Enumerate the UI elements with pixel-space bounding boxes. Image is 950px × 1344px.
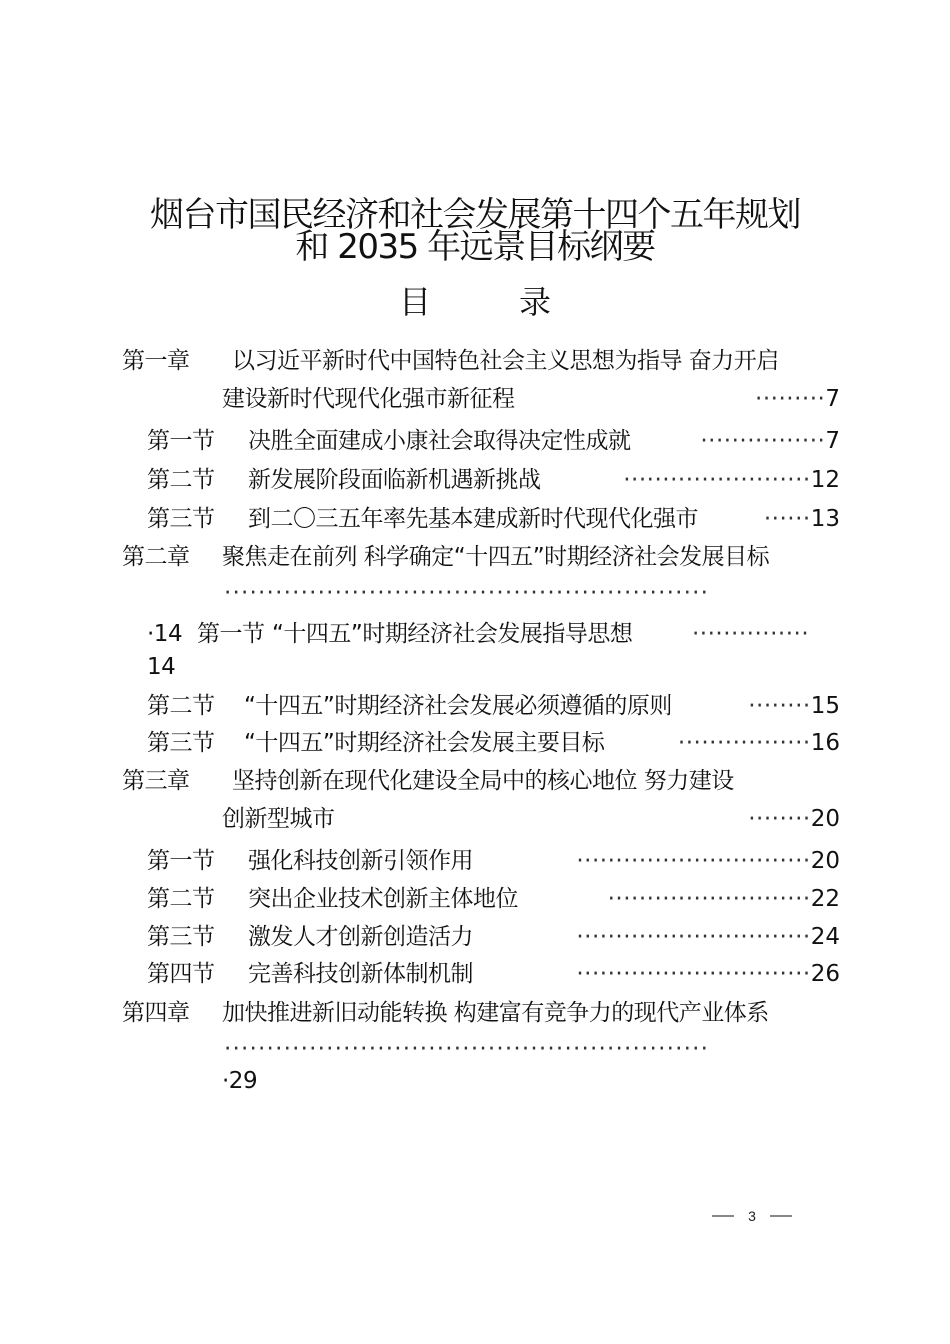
toc-section-title[interactable]: 突出企业技术创新主体地位 [248, 886, 518, 912]
toc-chapter-1-title[interactable]: 以习近平新时代中国特色社会主义思想为指导 奋力开启 [232, 348, 779, 374]
toc-chapter-1-label[interactable]: 第一章 [122, 348, 190, 374]
toc-section-page[interactable] [608, 884, 840, 914]
toc-section-label[interactable]: 第三节 [147, 506, 215, 532]
toc-section-label[interactable]: 第三节 [147, 730, 215, 756]
dot-leader: ······························ [576, 924, 811, 950]
toc-chapter-3-page[interactable] [748, 804, 840, 834]
page-number: 22 [810, 886, 840, 912]
document-title-line-1: 烟台市国民经济和社会发展第十四个五年规划 [150, 195, 800, 235]
toc-heading-char-1: 目 [398, 283, 431, 321]
dot-leader: ········· [755, 386, 826, 412]
toc-chapter-1-page[interactable] [755, 384, 840, 414]
toc-section-page[interactable] [764, 504, 840, 534]
page-number: 24 [810, 924, 840, 950]
toc-chapter-1-title-cont[interactable]: 建设新时代现代化强市新征程 [222, 386, 515, 412]
footer-dash-right [770, 1215, 792, 1217]
dot-leader: ················· [677, 730, 811, 756]
dot-leader: ······ [763, 506, 811, 532]
toc-section-title[interactable]: 到二〇三五年率先基本建成新时代现代化强市 [248, 506, 698, 532]
toc-section-label[interactable]: 第二节 [147, 886, 215, 912]
toc-section-label[interactable]: 第二节 [147, 693, 215, 719]
dot-leader: ·························· [607, 886, 811, 912]
toc-section-title[interactable]: 激发人才创新创造活力 [248, 924, 473, 950]
toc-section-label[interactable]: 第一节 [147, 428, 215, 454]
toc-chapter-4-page[interactable]: ·29 [222, 1068, 258, 1094]
toc-chapter-3-title-cont[interactable]: 创新型城市 [222, 806, 335, 832]
toc-chapter-2-page[interactable]: ·14 [147, 621, 183, 647]
toc-heading [0, 282, 950, 322]
toc-section-page[interactable] [576, 959, 840, 989]
dot-leader: ························ [623, 467, 811, 493]
dot-leader: ················ [700, 428, 826, 454]
toc-chapter-3-title[interactable]: 坚持创新在现代化建设全局中的核心地位 努力建设 [232, 768, 734, 794]
dot-leader: ······························ [576, 961, 811, 987]
page-number: 16 [810, 730, 840, 756]
toc-section-title[interactable]: “十四五”时期经济社会发展主要目标 [244, 730, 605, 756]
toc-section-page[interactable] [678, 728, 840, 758]
dot-leader: ··············· [692, 621, 810, 647]
page-number: 20 [810, 806, 840, 832]
dot-leader: ········ [748, 806, 811, 832]
toc-section-title[interactable]: 强化科技创新引领作用 [248, 848, 473, 874]
dot-leader: ························································· [224, 580, 710, 606]
toc-section-title[interactable]: “十四五”时期经济社会发展必须遵循的原则 [244, 693, 672, 719]
page-number: 13 [810, 506, 840, 532]
page-number: 20 [810, 848, 840, 874]
page-footer [712, 1205, 792, 1227]
toc-chapter-4-label[interactable]: 第四章 [122, 1000, 190, 1026]
toc-section-page[interactable] [700, 426, 840, 456]
page-number: 26 [810, 961, 840, 987]
toc-section-title[interactable]: 新发展阶段面临新机遇新挑战 [248, 467, 541, 493]
document-title-line-2: 和 2035 年远景目标纲要 [295, 227, 655, 267]
dot-leader: ························································· [224, 1036, 710, 1062]
dot-leader: ······························ [576, 848, 811, 874]
page-number: 7 [825, 386, 840, 412]
toc-chapter-2-label[interactable]: 第二章 [122, 544, 190, 570]
toc-chapter-2-title[interactable]: 聚焦走在前列 科学确定“十四五”时期经济社会发展目标 [222, 544, 770, 570]
page-number: 15 [810, 693, 840, 719]
toc-section-page[interactable] [576, 922, 840, 952]
dot-leader: ········ [748, 693, 811, 719]
toc-section-page[interactable] [623, 465, 840, 495]
page-number: 12 [810, 467, 840, 493]
toc-section-label[interactable]: 第二节 [147, 467, 215, 493]
toc-section-label[interactable]: 第三节 [147, 924, 215, 950]
toc-section-title[interactable]: “十四五”时期经济社会发展指导思想 [272, 621, 633, 647]
toc-section-page[interactable] [576, 846, 840, 876]
toc-chapter-4-title[interactable]: 加快推进新旧动能转换 构建富有竞争力的现代产业体系 [222, 1000, 769, 1026]
toc-section-title[interactable]: 决胜全面建成小康社会取得决定性成就 [248, 428, 631, 454]
toc-section-page[interactable] [748, 691, 840, 721]
toc-section-label[interactable]: 第四节 [147, 961, 215, 987]
page-number[interactable]: 14 [147, 654, 176, 680]
toc-section-label[interactable]: 第一节 [147, 848, 215, 874]
toc-section-title[interactable]: 完善科技创新体制机制 [248, 961, 473, 987]
footer-page-number: 3 [748, 1208, 756, 1224]
page-number: 7 [825, 428, 840, 454]
toc-heading-char-2: 录 [519, 283, 552, 321]
footer-dash-left [712, 1215, 734, 1217]
toc-chapter-3-label[interactable]: 第三章 [122, 768, 190, 794]
toc-section-label[interactable]: 第一节 [197, 621, 265, 647]
